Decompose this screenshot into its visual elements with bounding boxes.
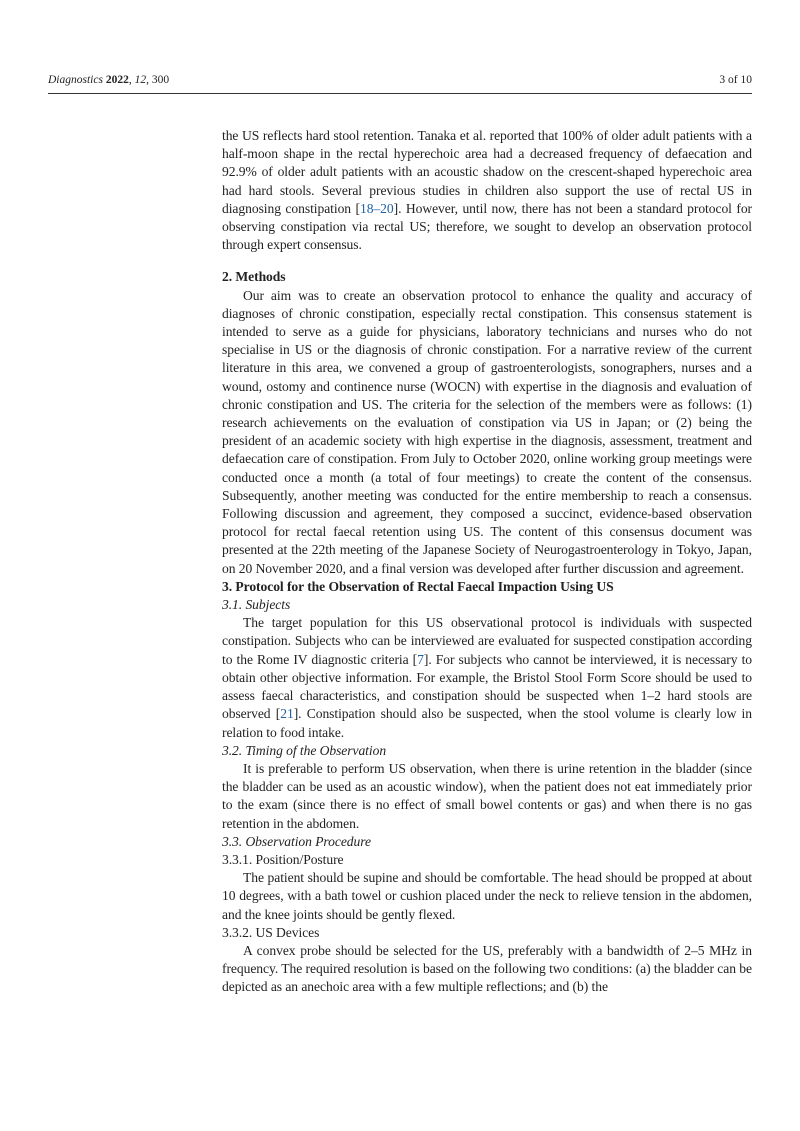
subsection-heading-timing: 3.2. Timing of the Observation	[222, 742, 387, 758]
subsection-heading-procedure: 3.3. Observation Procedure	[222, 833, 371, 849]
journal-citation: Diagnostics 2022, 12, 300	[48, 74, 170, 86]
section-heading-protocol: 3. Protocol for the Observation of Rectal Faecal Impaction Using US	[222, 578, 614, 594]
citation-link[interactable]: 18–20	[359, 200, 394, 216]
timing-paragraph: It is preferable to perform US observation, when there is urine retention in the bladder (since the bladder can be used as an acoustic window), when the patient does not eat immediately prior to the exam (since there is no effect of small bowel contents or gas) and when there is no gas retention in the abdomen.	[222, 760, 752, 831]
page-number: 3 of 10	[719, 74, 752, 86]
article-number: 300	[151, 74, 170, 86]
running-header	[48, 72, 752, 88]
position-paragraph: The patient should be supine and should be comfortable. The head should be propped at about 10 degrees, with a bath towel or cushion placed under the neck to relieve tension in the abdomen, and the knee joints should be gently flexed.	[222, 870, 752, 922]
subsection-heading-subjects: 3.1. Subjects	[222, 597, 291, 613]
subsubsection-heading-position: 3.3.1. Position/Posture	[222, 851, 344, 867]
article-body	[222, 127, 752, 997]
subjects-paragraph: The target population for this US observational protocol is individuals with suspected constipation. Subjects who can be interviewed are evaluated for suspected constipation according to the Rome IV diagnostic criteria [7]. For subjects who cannot be interviewed, it is necessary to obtain other objective information. For example, the Bristol Stool Form Score should be used to assess faecal characteristics, and constipation should be suspected when 1–2 hard stools are observed [21]. Constipation should also be suspected, when the stool volume is clearly low in relation to food intake.	[222, 615, 753, 740]
devices-paragraph: A convex probe should be selected for the US, preferably with a bandwidth of 2–5 MHz in frequency. The required resolution is based on the following two conditions: (a) the bladder can be depicted as an anechoic area with a few multiple reflections; and (b) the	[222, 942, 752, 995]
header-rule	[48, 93, 752, 94]
journal-volume: 12	[134, 74, 147, 86]
citation-link[interactable]: 7	[417, 651, 424, 667]
methods-paragraph: Our aim was to create an observation protocol to enhance the quality and accuracy of diagnoses of chronic constipation, especially rectal constipation. This consensus statement is intended to serve as a guide for physicians, laboratory technicians and nurses who do not specialise in US or the diagnosis of chronic constipation. For a narrative review of the current literature in this area, we convened a group of gastroenterologists, sonographers, nurses and a wound, ostomy and continence nurse (WOCN) with expertise in the diagnosis and evaluation of chronic constipation and US. The criteria for the selection of the members were as follows: (1) research achievements on the evaluation of constipation via US in Japan; or (2) being the president of an academic society with high expertise in the diagnosis, assessment, treatment and defaecation care of constipation. From July to October 2020, online working group meetings were conducted once a month (a total of four meetings) to create the content of the consensus. Subsequently, another meeting was conducted for the entire membership to reach a consensus. Following discussion and agreement, they composed a succinct, evidence-based observation protocol for rectal faecal retention using US. The content of this consensus document was presented at the 22th meeting of the Japanese Society of Neurogastroenterology in Tokyo, Japan, on 20 November 2020, and a final version was developed after further discussion and agreement.	[222, 287, 752, 576]
citation-link[interactable]: 21	[280, 706, 294, 722]
section-heading-methods: 2. Methods	[222, 269, 286, 285]
intro-paragraph: the US reflects hard stool retention. Tanaka et al. reported that 100% of older adult patients with a half-moon shape in the rectal hyperechoic area had a decreased frequency of defaecation and 92.9% of older adult patients with an acoustic shadow on the crescent-shaped hyperechoic area had hard stools. Several previous studies in children also support the use of rectal US in diagnosing constipation [18–20]. However, until now, there has not been a standard protocol for observing constipation via rectal US; therefore, we sought to develop an observation protocol through expert consensus.	[222, 128, 752, 253]
journal-year: 2022	[105, 74, 129, 86]
journal-name: Diagnostics	[48, 74, 103, 86]
subsubsection-heading-devices: 3.3.2. US Devices	[222, 924, 320, 940]
